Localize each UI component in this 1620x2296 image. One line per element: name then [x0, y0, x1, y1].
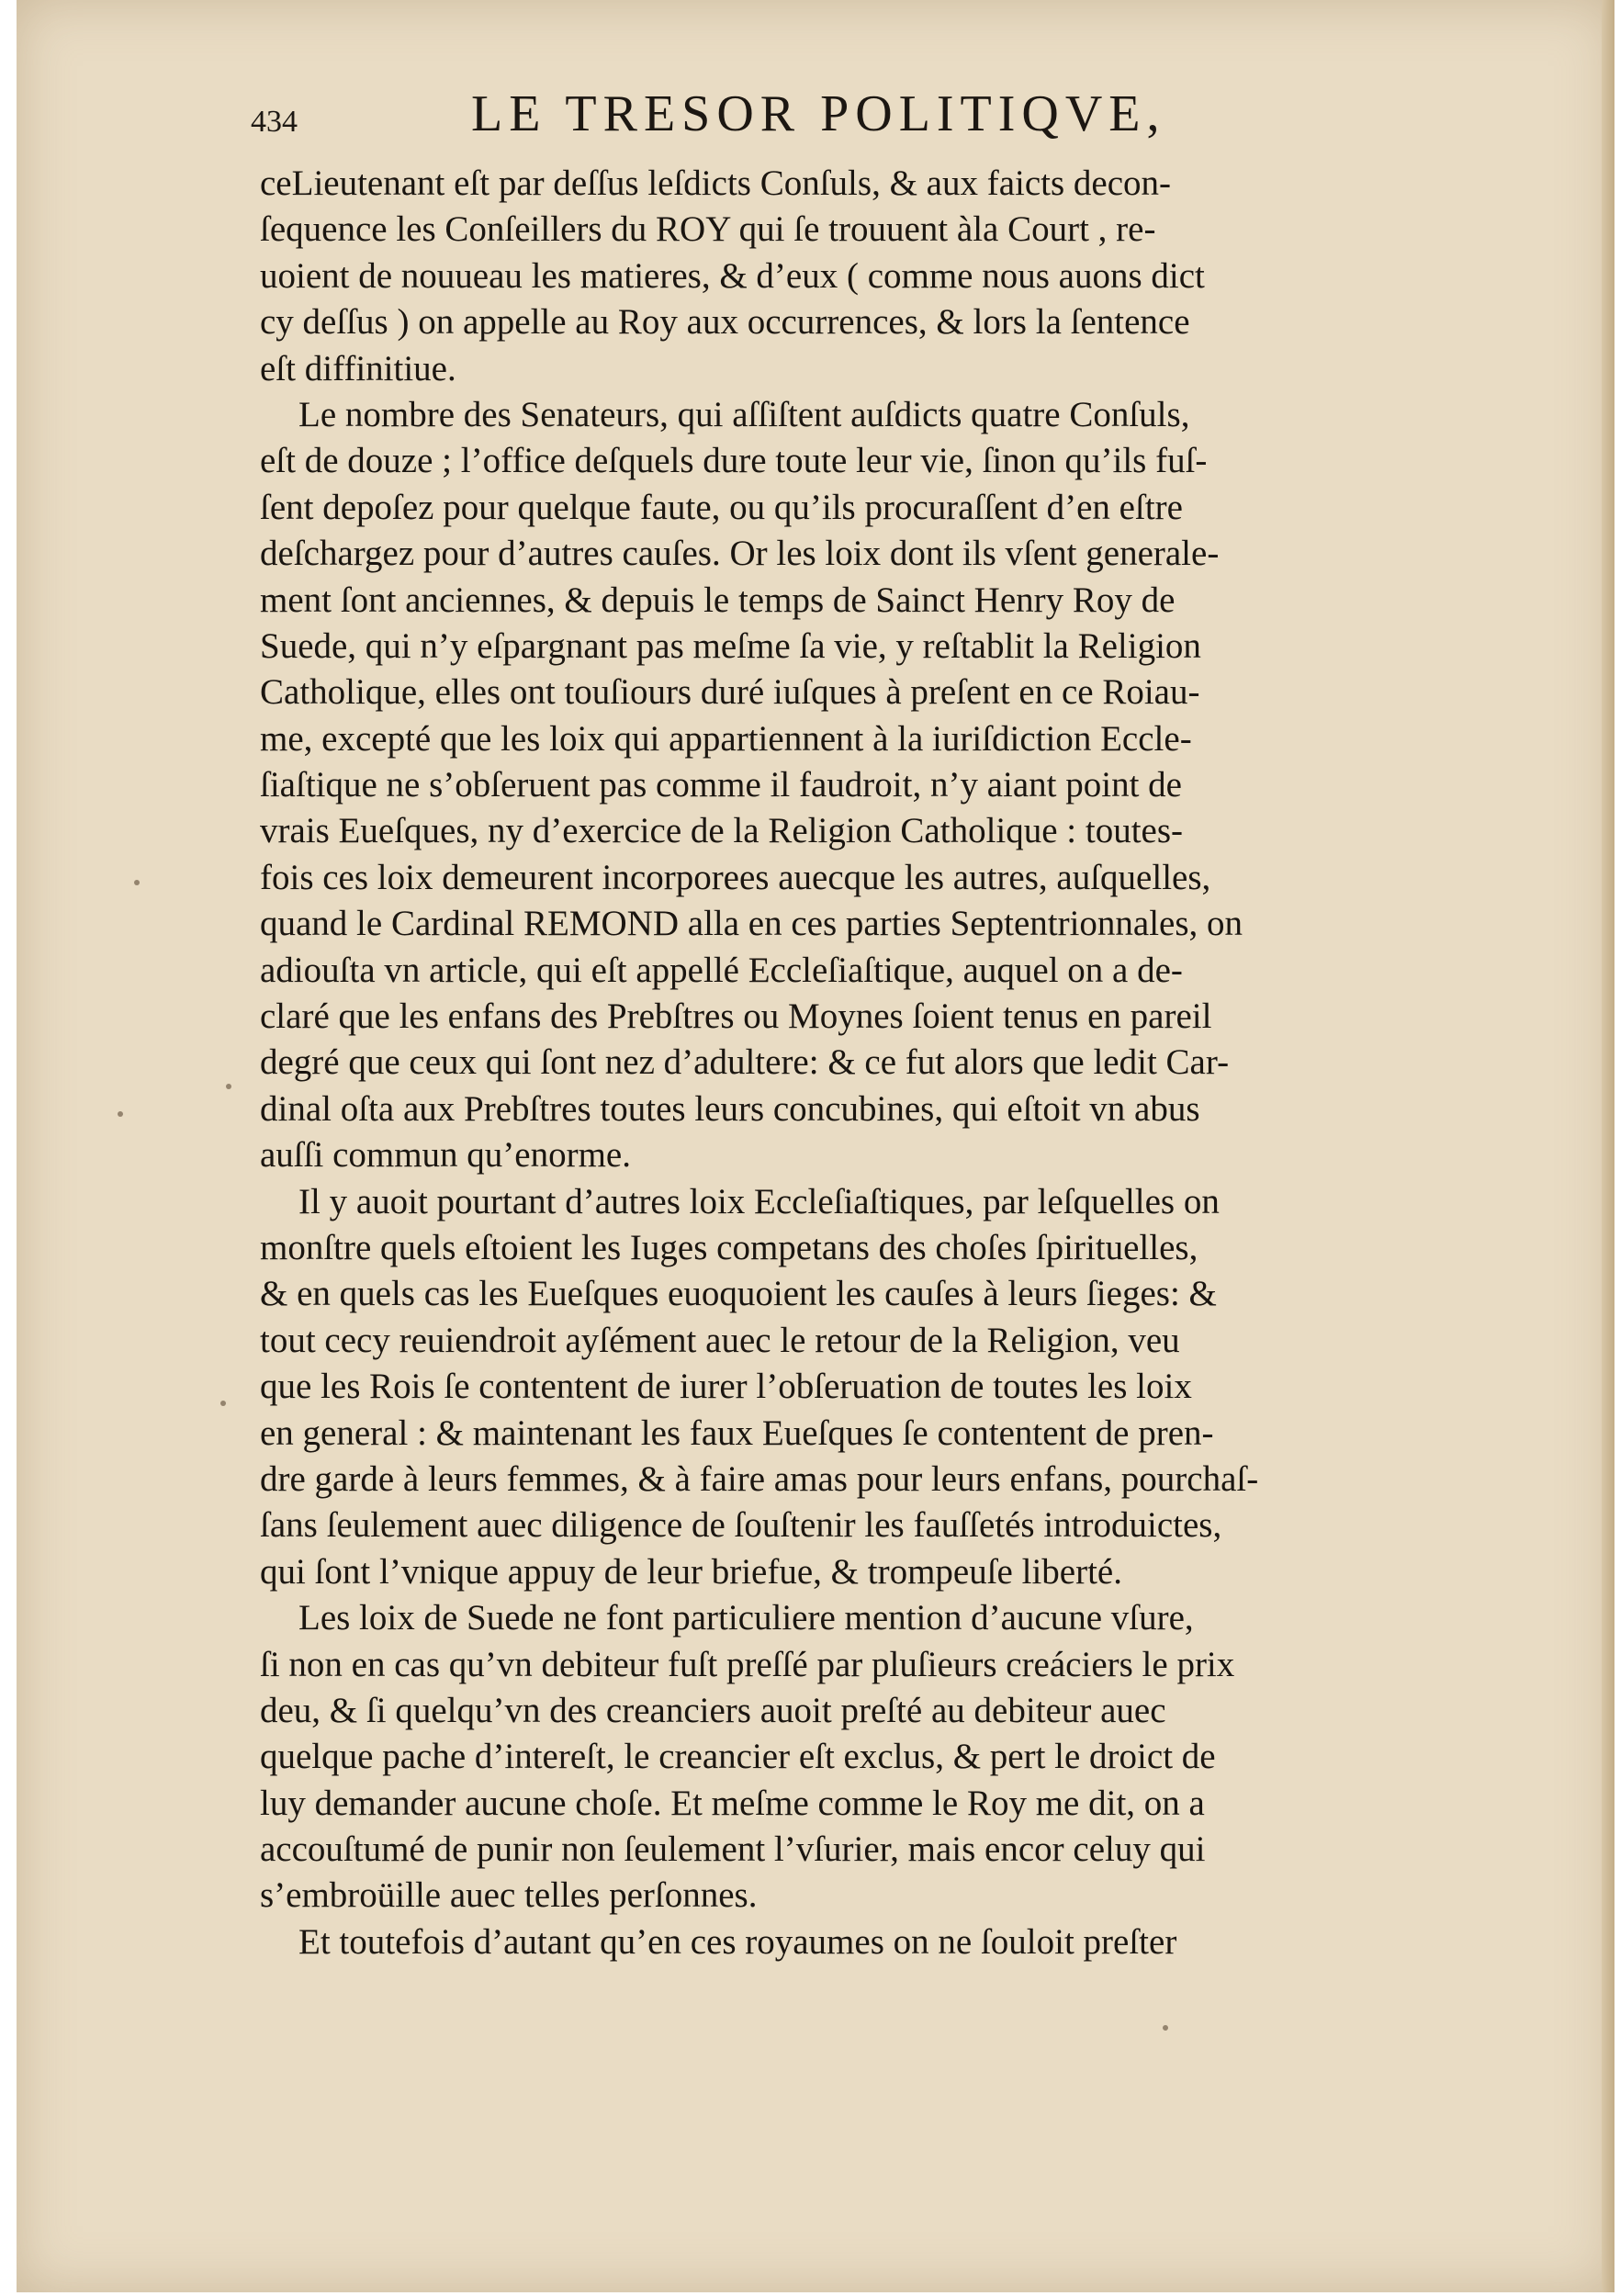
- text-line: ceLieutenant eſt par deſſus leſdicts Conſuls, & aux faicts decon-: [260, 163, 1172, 203]
- ink-speck: [134, 880, 140, 885]
- text-line: ment ſont anciennes, & depuis le temps de Sainct Henry Roy de: [260, 580, 1176, 620]
- text-line: eſt de douze ; l’office deſquels dure toute leur vie, ſinon qu’ils fuſ-: [260, 441, 1208, 481]
- text-line: fois ces loix demeurent incorporees auecque les autres, auſquelles,: [260, 857, 1211, 897]
- text-line: monſtre quels eſtoient les Iuges competans des choſes ſpirituelles,: [260, 1227, 1198, 1267]
- text-line: Suede, qui n’y eſpargnant pas meſme ſa vie, y reſtablit la Religion: [260, 625, 1201, 666]
- running-title: LE TRESOR POLITIQVE,: [471, 85, 1166, 142]
- text-line: en general : & maintenant les faux Eueſques ſe contentent de pren-: [260, 1412, 1214, 1453]
- paragraph-start: Il y auoit pourtant d’autres loix Eccleſiaſtiques, par leſquelles on: [298, 1181, 1220, 1221]
- text-line: auſſi commun qu’enorme.: [260, 1135, 631, 1176]
- text-line: que les Rois ſe contentent de iurer l’obſeruation de toutes les loix: [260, 1367, 1192, 1407]
- text-line: uoient de nouueau les matieres, & d’eux ( comme nous auons dict: [260, 255, 1205, 296]
- text-line: degré que ceux qui ſont nez d’adultere: & ce fut alors que ledit Car-: [260, 1042, 1230, 1083]
- page-header: [251, 84, 1463, 149]
- text-line: qui ſont l’vnique appuy de leur briefue, & trompeuſe liberté.: [260, 1551, 1122, 1592]
- text-line: vrais Eueſques, ny d’exercice de la Religion Catholique : toutes-: [260, 811, 1184, 851]
- text-line: quelque pache d’intereſt, le creancier eſt exclus, & pert le droict de: [260, 1737, 1216, 1777]
- text-line: deu, & ſi quelqu’vn des creanciers auoit preſté au debiteur auec: [260, 1690, 1166, 1730]
- paragraph-start: Les loix de Suede ne font particuliere mention d’aucune vſure,: [298, 1598, 1194, 1638]
- text-line: dinal oſta aux Prebſtres toutes leurs concubines, qui eſtoit vn abus: [260, 1088, 1200, 1129]
- text-line: cy deſſus ) on appelle au Roy aux occurrences, & lors la ſentence: [260, 302, 1190, 343]
- text-line: ſequence les Conſeillers du ROY qui ſe trouuent àla Court , re-: [260, 209, 1156, 250]
- text-line: claré que les enfans des Prebſtres ou Moynes ſoient tenus en pareil: [260, 996, 1212, 1037]
- page-edge: [1602, 0, 1614, 2292]
- book-page: [17, 0, 1614, 2292]
- text-line: me, excepté que les loix qui appartiennent à la iuriſdiction Eccle-: [260, 718, 1192, 759]
- text-line: ſans ſeulement auec diligence de ſouſtenir les fauſſetés introduictes,: [260, 1505, 1222, 1546]
- text-line: deſchargez pour d’autres cauſes. Or les loix dont ils vſent generale-: [260, 534, 1220, 574]
- ink-speck: [1163, 2025, 1168, 2031]
- text-line: accouſtumé de punir non ſeulement l’vſurier, mais encor celuy qui: [260, 1829, 1206, 1870]
- body-text: [260, 161, 1445, 1965]
- text-line: tout cecy reuiendroit ayſément auec le retour de la Religion, veu: [260, 1320, 1180, 1360]
- text-line: Catholique, elles ont touſiours duré iuſques à preſent en ce Roiau-: [260, 672, 1200, 713]
- paragraph-start: Et toutefois d’autant qu’en ces royaumes on ne ſouloit preſter: [298, 1921, 1177, 1962]
- text-line: ſent depoſez pour quelque faute, ou qu’ils procuraſſent d’en eſtre: [260, 487, 1183, 527]
- text-line: s’embroüille auec telles perſonnes.: [260, 1875, 758, 1916]
- text-line: luy demander aucune choſe. Et meſme comme le Roy me dit, on a: [260, 1783, 1205, 1823]
- text-line: ſiaſtique ne s’obſeruent pas comme il faudroit, n’y aiant point de: [260, 765, 1182, 805]
- ink-speck: [220, 1401, 226, 1406]
- text-line: dre garde à leurs femmes, & à faire amas pour leurs enfans, pourchaſ-: [260, 1458, 1259, 1499]
- page-number: 434: [251, 105, 298, 139]
- ink-speck: [226, 1084, 231, 1089]
- text-line: quand le Cardinal REMOND alla en ces parties Septentrionnales, on: [260, 904, 1243, 944]
- text-line: adiouſta vn article, qui eſt appellé Eccleſiaſtique, auquel on a de-: [260, 950, 1183, 990]
- text-line: & en quels cas les Eueſques euoquoient les cauſes à leurs ſieges: &: [260, 1274, 1217, 1314]
- text-line: ſi non en cas qu’vn debiteur fuſt preſſé par pluſieurs creáciers le prix: [260, 1644, 1235, 1684]
- text-line: eſt diffinitiue.: [260, 348, 456, 388]
- paragraph-start: Le nombre des Senateurs, qui aſſiſtent auſdicts quatre Conſuls,: [298, 394, 1190, 434]
- ink-speck: [118, 1111, 123, 1117]
